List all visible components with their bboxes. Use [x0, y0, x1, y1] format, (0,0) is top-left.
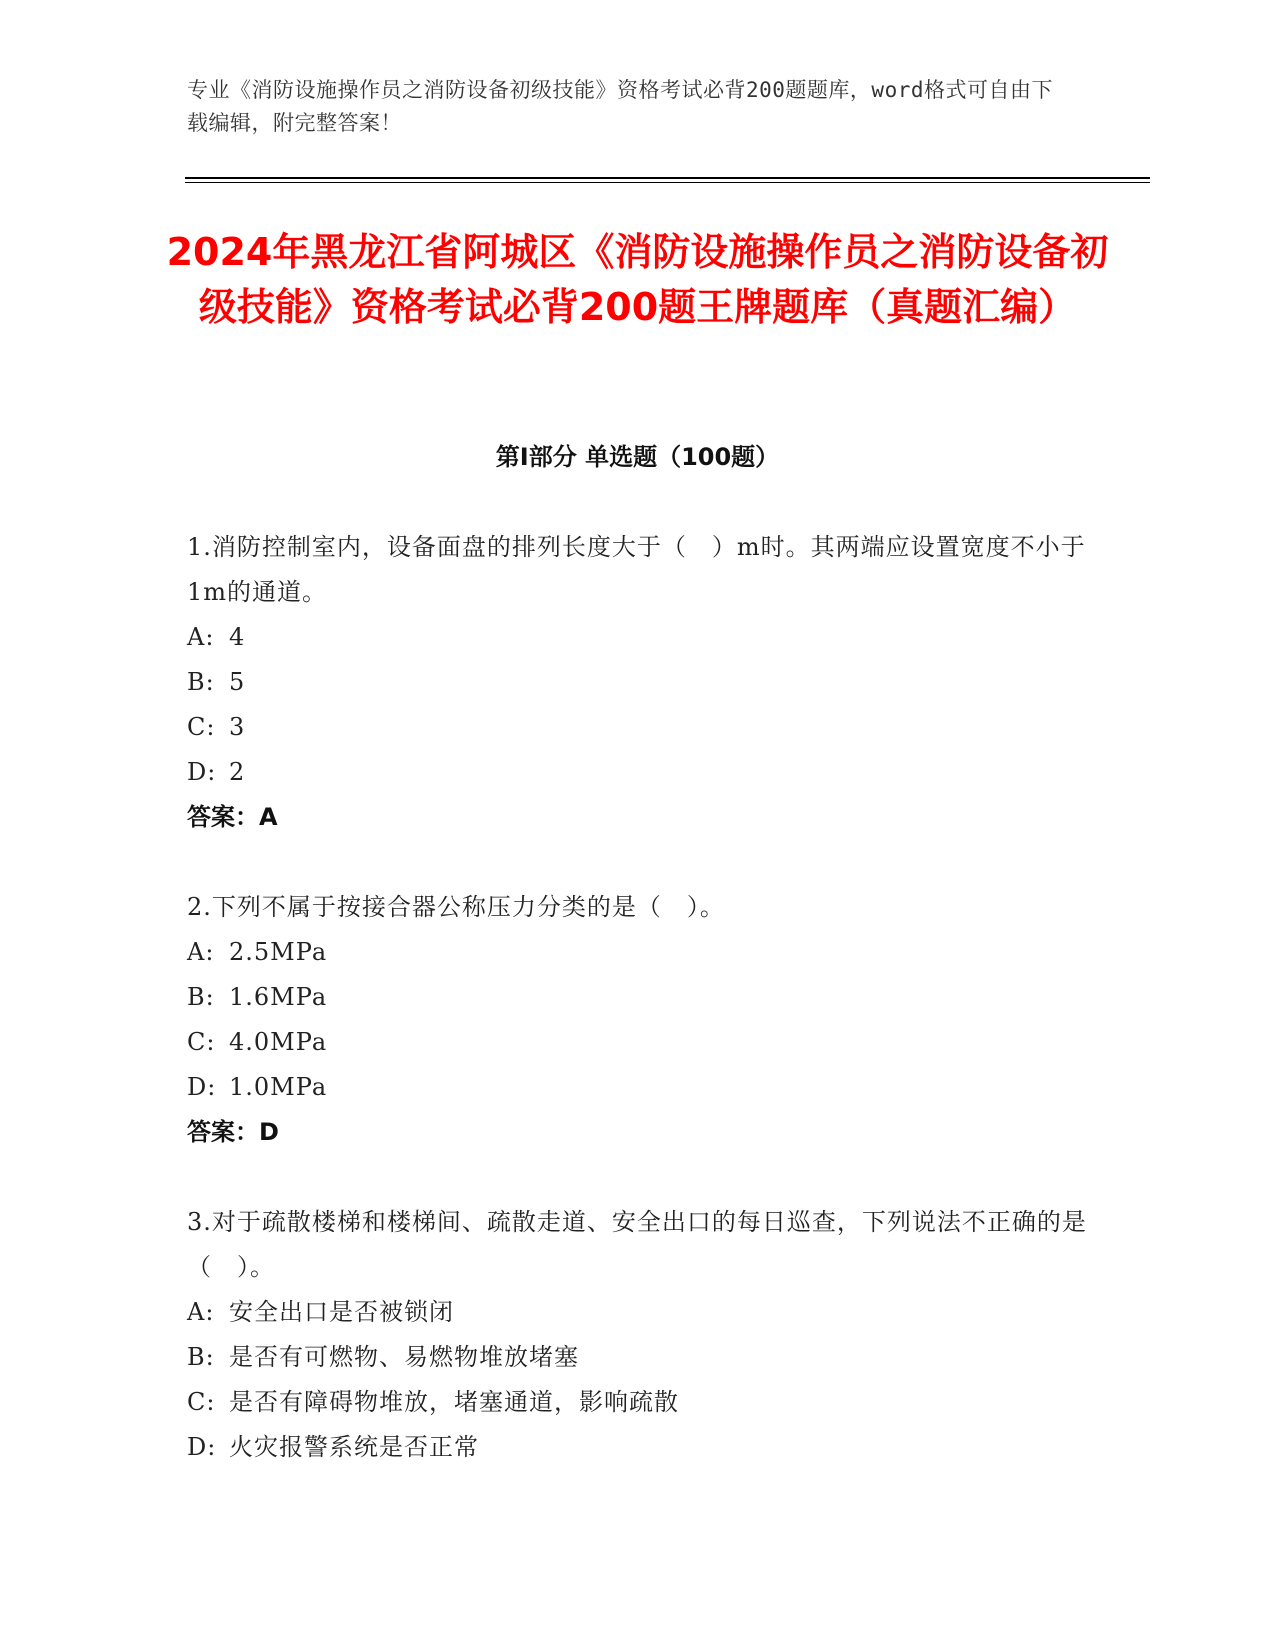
option-d [187, 750, 1087, 795]
section-heading: 第I部分 单选题（100题） [495, 443, 780, 471]
question-item [187, 1200, 1087, 1470]
option-a [187, 1290, 1087, 1335]
option-text: 1.0MPa [229, 1073, 328, 1101]
option-text: 4 [229, 623, 246, 651]
option-key: C: [187, 1388, 216, 1416]
option-c [187, 705, 1087, 750]
option-key: A: [187, 623, 215, 651]
option-a [187, 615, 1087, 660]
option-text: 1.6MPa [229, 983, 328, 1011]
option-c [187, 1020, 1087, 1065]
option-text: 2 [229, 758, 246, 786]
document-title: 2024年黑龙江省阿城区《消防设施操作员之消防设备初级技能》资格考试必背200题王牌题库（真题汇编） [166, 230, 1109, 329]
option-b [187, 975, 1087, 1020]
option-text: 3 [229, 713, 246, 741]
option-c [187, 1380, 1087, 1425]
option-key: D: [187, 758, 217, 786]
option-text: 4.0MPa [229, 1028, 328, 1056]
option-b [187, 1335, 1087, 1380]
header-rule-thick [185, 177, 1150, 179]
option-key: C: [187, 713, 216, 741]
question-list [187, 525, 1087, 1515]
option-key: C: [187, 1028, 216, 1056]
option-key: A: [187, 1298, 215, 1326]
answer-label: 答案：D [187, 1118, 279, 1146]
option-key: B: [187, 668, 215, 696]
question-stem: 3.对于疏散楼梯和楼梯间、疏散走道、安全出口的每日巡查，下列说法不正确的是（ ）。 [187, 1208, 1087, 1281]
option-text: 2.5MPa [229, 938, 328, 966]
option-key: D: [187, 1073, 217, 1101]
option-text: 是否有障碍物堆放，堵塞通道，影响疏散 [229, 1388, 679, 1416]
question-stem: 2.下列不属于按接合器公称压力分类的是（ ）。 [187, 893, 725, 921]
option-text: 5 [229, 668, 246, 696]
option-d [187, 1425, 1087, 1470]
option-b [187, 660, 1087, 705]
header-rule-thin [185, 182, 1150, 183]
option-text: 是否有可燃物、易燃物堆放堵塞 [229, 1343, 579, 1371]
question-item [187, 885, 1087, 1155]
option-key: B: [187, 983, 215, 1011]
option-key: B: [187, 1343, 215, 1371]
option-d [187, 1065, 1087, 1110]
option-a [187, 930, 1087, 975]
question-item [187, 525, 1087, 840]
option-key: D: [187, 1433, 217, 1461]
option-text: 安全出口是否被锁闭 [229, 1298, 454, 1326]
option-key: A: [187, 938, 215, 966]
header-note: 专业《消防设施操作员之消防设备初级技能》资格考试必背200题题库，word格式可自由下载编辑，附完整答案！ [187, 78, 1053, 135]
option-text: 火灾报警系统是否正常 [229, 1433, 479, 1461]
answer-label: 答案：A [187, 803, 278, 831]
question-stem: 1.消防控制室内，设备面盘的排列长度大于（ ）m时。其两端应设置宽度不小于1m的通道。 [187, 533, 1086, 606]
